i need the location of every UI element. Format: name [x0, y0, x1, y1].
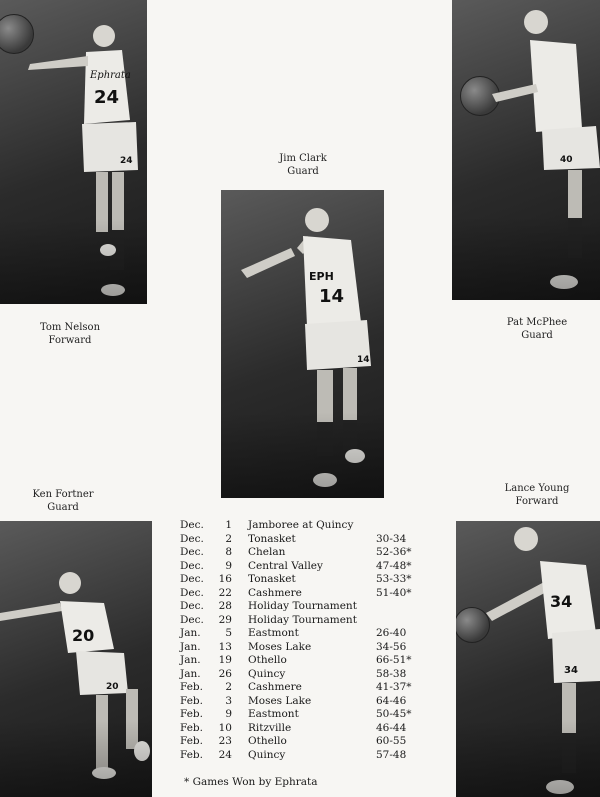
jersey-number: 20 [72, 626, 95, 645]
game-month: Feb. [180, 721, 203, 734]
schedule-row [180, 587, 426, 601]
game-score: 66-51* [376, 654, 412, 666]
caption-tom-nelson [20, 321, 120, 347]
game-opponent: Chelan [248, 546, 286, 558]
game-score: 30-34 [376, 532, 407, 545]
schedule-row [180, 708, 426, 722]
game-month: Feb. [180, 681, 203, 693]
game-opponent: Ritzville [248, 721, 292, 734]
game-score [376, 614, 426, 628]
game-day: 24 [218, 748, 232, 761]
season-schedule [180, 519, 426, 762]
game-day: 5 [225, 627, 232, 639]
game-day: 9 [225, 708, 232, 720]
svg-text:20: 20 [106, 682, 119, 692]
game-day: 26 [218, 667, 232, 680]
game-month: Feb. [180, 708, 203, 720]
game-score: 47-48* [376, 559, 412, 572]
caption-ken-fortner [13, 488, 113, 514]
player-position: Guard [47, 502, 79, 513]
game-score: 58-38 [376, 667, 407, 680]
player-position: Guard [287, 166, 319, 177]
game-opponent: Tonasket [248, 573, 296, 585]
game-day: 2 [225, 532, 232, 545]
schedule-row [180, 641, 426, 655]
schedule-row [180, 546, 426, 560]
player-figure [0, 0, 147, 304]
game-month: Dec. [180, 613, 204, 626]
svg-text:24: 24 [120, 156, 133, 166]
team-lettering: Ephrata [90, 70, 131, 81]
jersey-number: 14 [319, 286, 345, 307]
schedule-row [180, 600, 426, 614]
schedule-row [180, 560, 426, 574]
game-day: 19 [218, 654, 232, 666]
game-day: 16 [218, 573, 232, 585]
game-opponent: Cashmere [248, 681, 302, 693]
game-day: 9 [225, 559, 232, 572]
game-opponent: Othello [248, 654, 287, 666]
game-month: Feb. [180, 748, 203, 761]
player-position: Forward [48, 335, 92, 346]
photo-pat-mcphee [452, 0, 600, 300]
player-name: Ken Fortner [32, 489, 94, 500]
game-month: Jan. [180, 640, 201, 653]
game-score: 26-40 [376, 627, 407, 639]
player-figure [0, 521, 152, 797]
schedule-row [180, 668, 426, 682]
jersey-number: 40 [560, 155, 573, 165]
game-opponent: Eastmont [248, 627, 299, 639]
caption-jim-clark [253, 152, 353, 178]
game-month: Feb. [180, 694, 203, 707]
game-month: Dec. [180, 546, 204, 558]
game-opponent: Eastmont [248, 708, 299, 720]
game-day: 28 [218, 600, 232, 612]
jersey-number: 34 [550, 592, 573, 611]
game-score: 50-45* [376, 708, 412, 720]
game-score: 64-46 [376, 694, 407, 707]
game-score: 52-36* [376, 546, 412, 558]
schedule-row [180, 627, 426, 641]
svg-text:34: 34 [564, 665, 578, 676]
schedule-row [180, 735, 426, 749]
game-opponent: Moses Lake [248, 640, 312, 653]
game-month: Dec. [180, 559, 204, 572]
photo-tom-nelson [0, 0, 147, 304]
caption-pat-mcphee [487, 316, 587, 342]
game-month: Jan. [180, 667, 201, 680]
game-day: 3 [225, 694, 232, 707]
schedule-row [180, 695, 426, 709]
game-opponent: Quincy [248, 748, 286, 761]
schedule-row [180, 614, 426, 628]
player-position: Forward [515, 496, 559, 507]
game-day: 1 [225, 519, 232, 531]
game-score [376, 519, 426, 533]
photo-jim-clark [221, 190, 384, 498]
player-figure [456, 521, 600, 797]
player-name: Tom Nelson [39, 322, 101, 333]
schedule-row [180, 722, 426, 736]
team-lettering: EPH [309, 270, 334, 283]
schedule-row [180, 573, 426, 587]
game-score: 57-48 [376, 748, 407, 761]
game-opponent: Central Valley [248, 559, 323, 572]
player-figure [221, 190, 384, 498]
player-figure [452, 0, 600, 300]
player-position: Guard [521, 330, 553, 341]
schedule-row [180, 533, 426, 547]
svg-text:14: 14 [357, 355, 370, 365]
game-score: 51-40* [376, 586, 412, 599]
footnote: * Games Won by Ephrata [184, 776, 318, 788]
schedule-row [180, 519, 426, 533]
game-score: 34-56 [376, 640, 407, 653]
player-name: Jim Clark [279, 153, 327, 164]
game-opponent: Moses Lake [248, 694, 312, 707]
player-name: Pat McPhee [506, 317, 568, 328]
game-day: 10 [218, 721, 232, 734]
game-score: 46-44 [376, 721, 407, 734]
game-day: 23 [218, 735, 232, 747]
photo-lance-young [456, 521, 600, 797]
game-month: Dec. [180, 532, 204, 545]
game-month: Dec. [180, 586, 204, 599]
game-day: 2 [225, 681, 232, 693]
game-opponent: Othello [248, 735, 287, 747]
game-opponent: Holiday Tournament [248, 613, 357, 626]
game-opponent: Cashmere [248, 586, 302, 599]
game-score: 41-37* [376, 681, 412, 693]
game-score [376, 600, 426, 614]
game-opponent: Jamboree at Quincy [248, 519, 354, 531]
photo-ken-fortner [0, 521, 152, 797]
game-day: 8 [225, 546, 232, 558]
player-name: Lance Young [504, 483, 570, 494]
game-opponent: Tonasket [248, 532, 296, 545]
schedule-row [180, 654, 426, 668]
jersey-number: 24 [94, 87, 120, 108]
caption-lance-young [487, 482, 587, 508]
game-day: 13 [218, 640, 232, 653]
game-day: 29 [218, 613, 232, 626]
game-month: Dec. [180, 600, 204, 612]
schedule-row [180, 681, 426, 695]
game-month: Jan. [180, 627, 201, 639]
game-score: 60-55 [376, 735, 407, 747]
game-opponent: Quincy [248, 667, 286, 680]
game-month: Jan. [180, 654, 201, 666]
game-month: Feb. [180, 735, 203, 747]
game-score: 53-33* [376, 573, 412, 585]
game-month: Dec. [180, 573, 204, 585]
game-opponent: Holiday Tournament [248, 600, 357, 612]
game-day: 22 [218, 586, 232, 599]
schedule-row [180, 749, 426, 763]
game-month: Dec. [180, 519, 204, 531]
